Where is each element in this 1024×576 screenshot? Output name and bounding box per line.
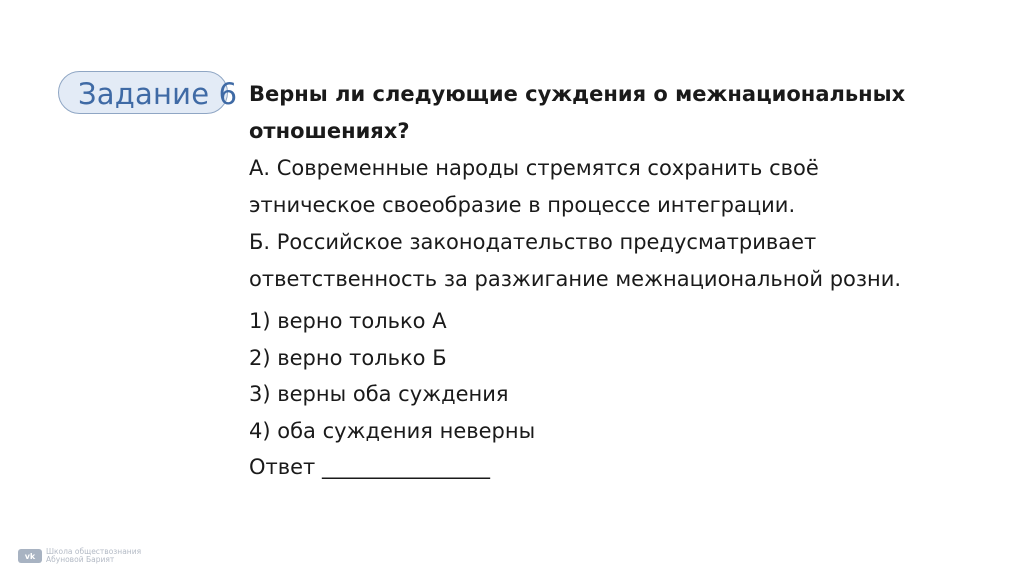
- option-2: 2) верно только Б: [249, 345, 447, 370]
- statement-a-line-2: этническое своеобразие в процессе интеграции.: [249, 193, 796, 217]
- question-title-line-1: Верны ли следующие суждения о межнациональных: [249, 82, 906, 106]
- task-number-label: Задание 6: [78, 77, 238, 111]
- answer-line: Ответ ________________: [249, 455, 490, 479]
- statement-b-line-1: Б. Российское законодательство предусматривает: [249, 230, 817, 254]
- option-3: 3) верны оба суждения: [249, 382, 509, 406]
- option-4: 4) оба суждения неверны: [249, 418, 536, 443]
- vk-logo-icon: vk: [18, 549, 42, 563]
- footer-text-block: [46, 548, 141, 564]
- answer-options: [249, 303, 989, 486]
- footer-line-1: Школа обществознания: [46, 547, 142, 556]
- question-block: [249, 76, 989, 486]
- question-title-line-2: отношениях?: [249, 119, 410, 143]
- statement-a-line-1: А. Современные народы стремятся сохранить своё: [249, 156, 819, 180]
- footer-watermark: [18, 547, 141, 565]
- statement-b-line-2: ответственность за разжигание межнациональной розни.: [249, 267, 902, 291]
- footer-line-2: Абуновой Барият: [46, 555, 115, 564]
- option-1: 1) верно только А: [249, 309, 447, 333]
